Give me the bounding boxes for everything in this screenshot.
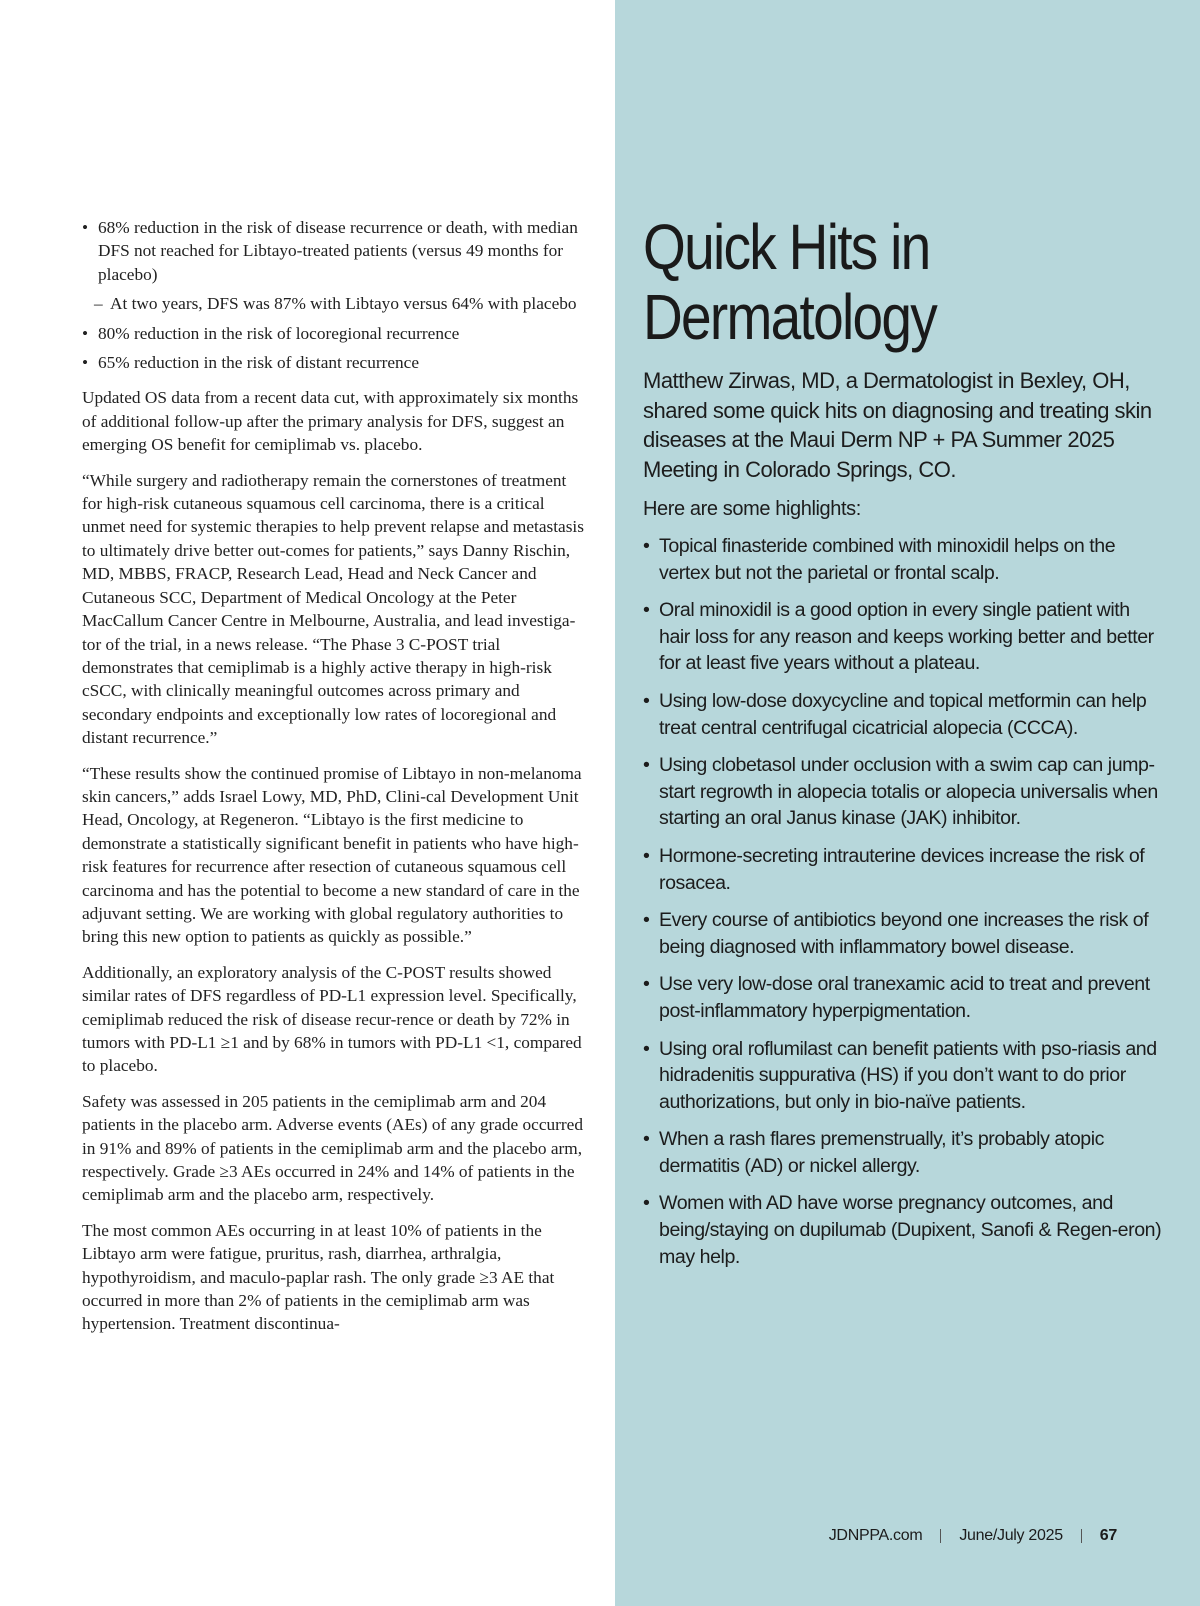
list-item: • Hormone-secreting intrauterine devices increase the risk of rosacea. [643, 844, 1145, 894]
bullet-icon: • [643, 689, 650, 712]
footer-divider [940, 1529, 941, 1543]
sidebar-lead: Here are some highlights: [643, 498, 861, 520]
highlights-list [643, 533, 1163, 1270]
sidebar-content [643, 212, 1163, 1281]
list-item: • 68% reduction in the risk of disease recurrence or death, with median DFS not reached for Libtayo-treated patients (versus 49 months for placebo) [82, 218, 578, 284]
article-column [82, 216, 587, 1348]
list-item: • Using clobetasol under occlusion with a swim cap can jump-start regrowth in alopecia totalis or alopecia universalis when starting an oral Janus kinase (JAK) inhibitor. [643, 754, 1158, 830]
dash-icon: – [94, 294, 103, 314]
quick-hits-sidebar [615, 0, 1200, 1606]
bullet-icon: • [82, 323, 89, 343]
list-item: • Topical finasteride combined with minoxidil helps on the vertex but not the parietal or frontal scalp. [643, 535, 1116, 584]
article-paragraph: Additionally, an exploratory analysis of the C-POST results showed similar rates of DFS regardless of PD-L1 expression level. Specifically, cemiplimab reduced the risk of disease recur-rence or death by 72% in tumors with PD-L1 ≥1 and by 68% in tumors with PD-L1 <1, compared to placebo. [82, 962, 582, 1076]
bullet-icon: • [82, 353, 89, 373]
list-item: • 80% reduction in the risk of locoregional recurrence [82, 322, 587, 345]
footer-divider [1081, 1529, 1082, 1543]
list-item: • Use very low-dose oral tranexamic acid to treat and prevent post-inflammatory hyperpigmentation. [643, 973, 1150, 1022]
list-item: • Every course of antibiotics beyond one increases the risk of being diagnosed with inflammatory bowel disease. [643, 909, 1149, 958]
article-paragraph: “While surgery and radiotherapy remain the cornerstones of treatment for high-risk cutaneous squamous cell carcinoma, there is a critical unmet need for systemic therapies to help prevent relapse and metastasis to ultimately drive better out-comes for patients,” says Danny Rischin, MD, MBBS, FRACP, Research Lead, Head and Neck Cancer and Cutaneous SCC, Department of Medical Oncology at the Peter MacCallum Cancer Centre in Melbourne, Australia, and lead investiga-tor of the trial, in a news release. “The Phase 3 C-POST trial demonstrates that cemiplimab is a highly active therapy in high-risk cSCC, with clinically meaningful outcomes across primary and secondary endpoints and exceptionally low rates of locoregional and distant recurrence.” [82, 470, 584, 748]
bullet-icon: • [643, 535, 650, 557]
article-paragraph: “These results show the continued promise of Libtayo in non-melanoma skin cancers,” adds Israel Lowy, MD, PhD, Clini-cal Development Unit Head, Oncology, at Regeneron. “Libtayo is the first medicine to demonstrate a statistically significant benefit in patients who have high-risk features for recurrence after resection of cutaneous squamous cell carcinoma and has the potential to become a new standard of care in the adjuvant setting. We are working with global regulatory authorities to bring this new option to patients as quickly as possible.” [82, 763, 582, 947]
bullet-icon: • [643, 1037, 650, 1060]
list-item: • Using oral roflumilast can benefit patients with pso-riasis and hidradenitis suppurativa (HS) if you don’t want to do prior authorizations, but only in bio-naïve patients. [643, 1037, 1157, 1113]
list-item: – At two years, DFS was 87% with Libtayo versus 64% with placebo [82, 292, 587, 315]
page-number: 67 [1099, 1527, 1117, 1544]
list-item: • When a rash flares premenstrually, it’s probably atopic dermatitis (AD) or nickel allergy. [643, 1128, 1104, 1177]
article-paragraph: Updated OS data from a recent data cut, with approximately six months of additional follow-up after the primary analysis for DFS, suggest an emerging OS benefit for cemiplimab vs. placebo. [82, 388, 579, 455]
results-bullet-list [82, 216, 587, 374]
bullet-icon: • [643, 599, 650, 622]
list-item: • 65% reduction in the risk of distant recurrence [82, 351, 587, 374]
footer-issue: June/July 2025 [959, 1527, 1063, 1544]
page-footer [829, 1527, 1117, 1545]
sidebar-title: Quick Hits in Dermatology [643, 211, 937, 353]
bullet-icon: • [643, 754, 650, 777]
list-item: • Women with AD have worse pregnancy outcomes, and being/staying on dupilumab (Dupixent, Sanofi & Regen-eron) may help. [643, 1192, 1162, 1268]
bullet-icon: • [643, 973, 650, 996]
bullet-icon: • [82, 218, 89, 237]
list-item: • Oral minoxidil is a good option in every single patient with hair loss for any reason and keeps working better and better for at least five years without a plateau. [643, 599, 1154, 675]
bullet-icon: • [643, 909, 650, 932]
article-paragraph: The most common AEs occurring in at least 10% of patients in the Libtayo arm were fatigue, pruritus, rash, diarrhea, arthralgia, hypothyroidism, and maculo-paplar rash. The only grade ≥3 AE that occurred in more than 2% of patients in the cemiplimab arm was hypertension. Treatment discontinua- [82, 1220, 555, 1334]
bullet-icon: • [643, 1128, 650, 1151]
bullet-icon: • [643, 1192, 650, 1215]
list-item: • Using low-dose doxycycline and topical metformin can help treat central centrifugal cicatricial alopecia (CCCA). [643, 689, 1147, 739]
article-paragraph: Safety was assessed in 205 patients in the cemiplimab arm and 204 patients in the placebo arm. Adverse events (AEs) of any grade occurred in 91% and 89% of patients in the cemiplimab arm and the placebo arm, respectively. Grade ≥3 AEs occurred in 24% and 14% of patients in the cemiplimab arm and the placebo arm, respectively. [82, 1091, 583, 1205]
bullet-icon: • [643, 844, 650, 867]
sidebar-intro: Matthew Zirwas, MD, a Dermatologist in Bexley, OH, shared some quick hits on diagnosing and treating skin diseases at the Maui Derm NP + PA Summer 2025 Meeting in Colorado Springs, CO. [643, 368, 1152, 482]
footer-site: JDNPPA.com [828, 1527, 923, 1544]
